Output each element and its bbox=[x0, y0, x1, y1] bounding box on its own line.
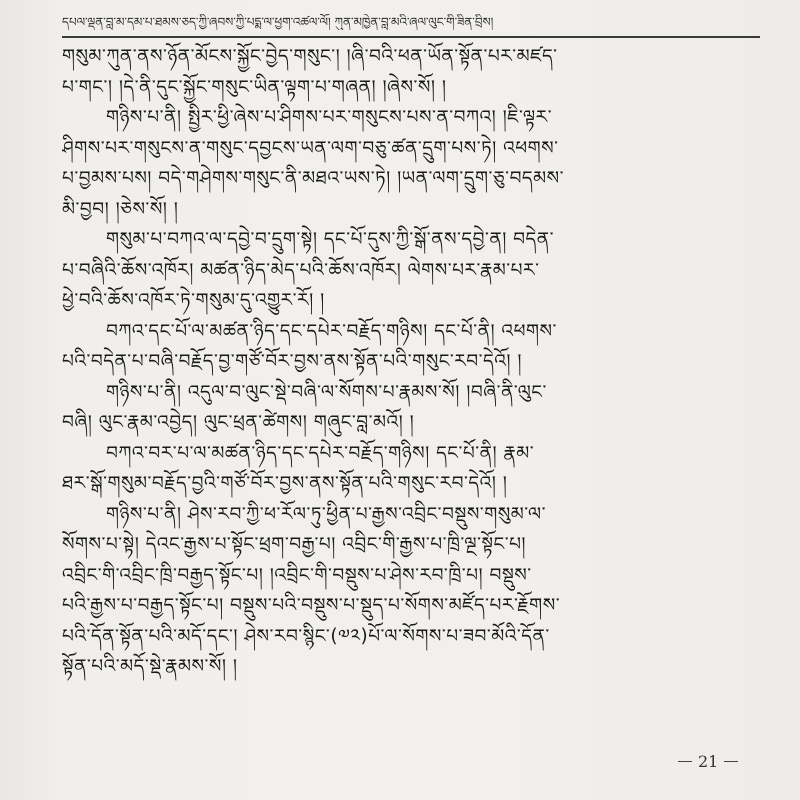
text-line: སྟོན་པའི་མདོ་སྡེ་རྣམས་སོ། ། bbox=[62, 656, 238, 677]
page-number-value: 21 bbox=[698, 752, 719, 771]
text-line: སོགས་པ་སྟེ། དེའང་རྒྱས་པ་སྟོང་ཕྲག་བརྒྱ་པ། འབྲིང་གི་རྒྱས་པ་ཁྲི་ལྔ་སྟོང་པ། bbox=[62, 534, 527, 555]
text-line: པའི་རྒྱས་པ་བརྒྱད་སྟོང་པ། བསྡུས་པའི་བསྡུས་པ་སྡུད་པ་སོགས་མཛོད་པར་རྗོགས་ bbox=[62, 595, 561, 616]
text-line: ཐར་སྒོ་གསུམ་བརྗོད་བྱའི་གཙོ་བོར་བྱས་ནས་སྟོན་པའི་གསུང་རབ་དེའོ། ། bbox=[62, 473, 508, 494]
running-header: དཔལ་ལྡན་བླ་མ་དམ་པ་ཐམས་ཅད་ཀྱི་ཞབས་ཀྱི་པདྨ་ལ་ཕྱག་འཚལ་ལོ། ཀུན་མཁྱེན་བླ་མའི་ཞལ་ལུང་གི་ཟིན་བྲིས། bbox=[62, 15, 494, 29]
text-line: པ་བྱམས་པས། བདེ་གཤེགས་གསུང་ནི་མཐའ་ཡས་ཏེ། །ཡན་ལག་དྲུག་ཅུ་བདམས་ bbox=[62, 168, 565, 189]
body-text bbox=[62, 42, 762, 683]
text-line: པ་གང་། །དེ་ནི་དུང་སྐྱོང་གསུང་ཡིན་ལྟག་པ་གཞན། །ཞེས་སོ། ། bbox=[62, 76, 447, 98]
text-line: གཉིས་པ་ནི། འདུལ་བ་ལུང་སྡེ་བཞི་ལ་སོགས་པ་རྣམས་སོ། །བཞི་ནི་ལུང་ bbox=[106, 381, 547, 403]
text-line: ཕྱེ་བའི་ཆོས་འཁོར་ཏེ་གསུམ་དུ་འགྱུར་རོ། ། bbox=[62, 290, 325, 311]
text-line: པའི་དོན་སྟོན་པའི་མདོ་དང་། ཤེས་རབ་སྙིང་(༧༢)པོ་ལ་སོགས་པ་ཟབ་མོའི་དོན་ bbox=[62, 625, 550, 647]
text-line: བཞི། ལུང་རྣམ་འབྱེད། ལུང་ཕྲན་ཚེགས། གཞུང་བླ་མའོ། ། bbox=[62, 412, 415, 433]
text-line: བཀའ་བར་པ་ལ་མཚན་ཉིད་དང་དཔེར་བརྗོད་གཉིས། དང་པོ་ནི། རྣམ་ bbox=[106, 442, 535, 464]
text-line: པའི་བདེན་པ་བཞི་བརྗོད་བྱ་གཙོ་བོར་བྱས་ནས་སྟོན་པའི་གསུང་རབ་དེའོ། ། bbox=[62, 351, 522, 372]
text-line: བཀའ་དང་པོ་ལ་མཚན་ཉིད་དང་དཔེར་བརྗོད་གཉིས། དང་པོ་ནི། འཕགས་ bbox=[106, 320, 557, 342]
text-line: ཤིགས་པར་གསུངས་ན་གསུང་དབྱངས་ཡན་ལག་བཅུ་ཚན་དྲུག་པས་ཏེ། འཕགས་ bbox=[62, 137, 559, 159]
page-number bbox=[678, 752, 768, 771]
text-line: གཉིས་པ་ནི། སྤྱིར་ཕྱི་ཞེས་པ་ཤིགས་པར་གསུངས་པས་ན་བཀའ། །ཇི་ལྟར་ bbox=[106, 107, 553, 128]
header-rule bbox=[62, 36, 760, 38]
text-line: གསུམ་པ་བཀའ་ལ་དབྱེ་བ་དྲུག་སྟེ། དང་པོ་དུས་ཀྱི་སྒོ་ནས་དབྱེ་ན། བདེན་ bbox=[106, 229, 554, 250]
text-line: འབྲིང་གི་འབྲིང་ཁྲི་བརྒྱད་སྟོང་པ། །འབྲིང་གི་བསྡུས་པ་ཤེས་རབ་ཁྲི་པ། བསྡུས་ bbox=[62, 564, 532, 586]
folio-dash-left bbox=[678, 761, 692, 762]
text-line: མི་བྱབ། །ཅེས་སོ། ། bbox=[62, 198, 179, 220]
text-line: པ་བཞིའི་ཆོས་འཁོར། མཚན་ཉིད་མེད་པའི་ཆོས་འཁོར། ལེགས་པར་རྣམ་པར་ bbox=[62, 259, 540, 281]
text-line: གཉིས་པ་ནི། ཤེས་རབ་ཀྱི་ཕ་རོལ་ཏུ་ཕྱིན་པ་རྒྱས་འབྲིང་བསྡུས་གསུམ་ལ་ bbox=[106, 503, 546, 525]
folio-dash-right bbox=[724, 761, 738, 762]
text-line: གསུམ་ཀུན་ནས་ཉོན་མོངས་སྐྱོང་བྱེད་གསུང་། །ཞི་བའི་ཕན་ཡོན་སྟོན་པར་མཛད་ bbox=[62, 46, 558, 67]
